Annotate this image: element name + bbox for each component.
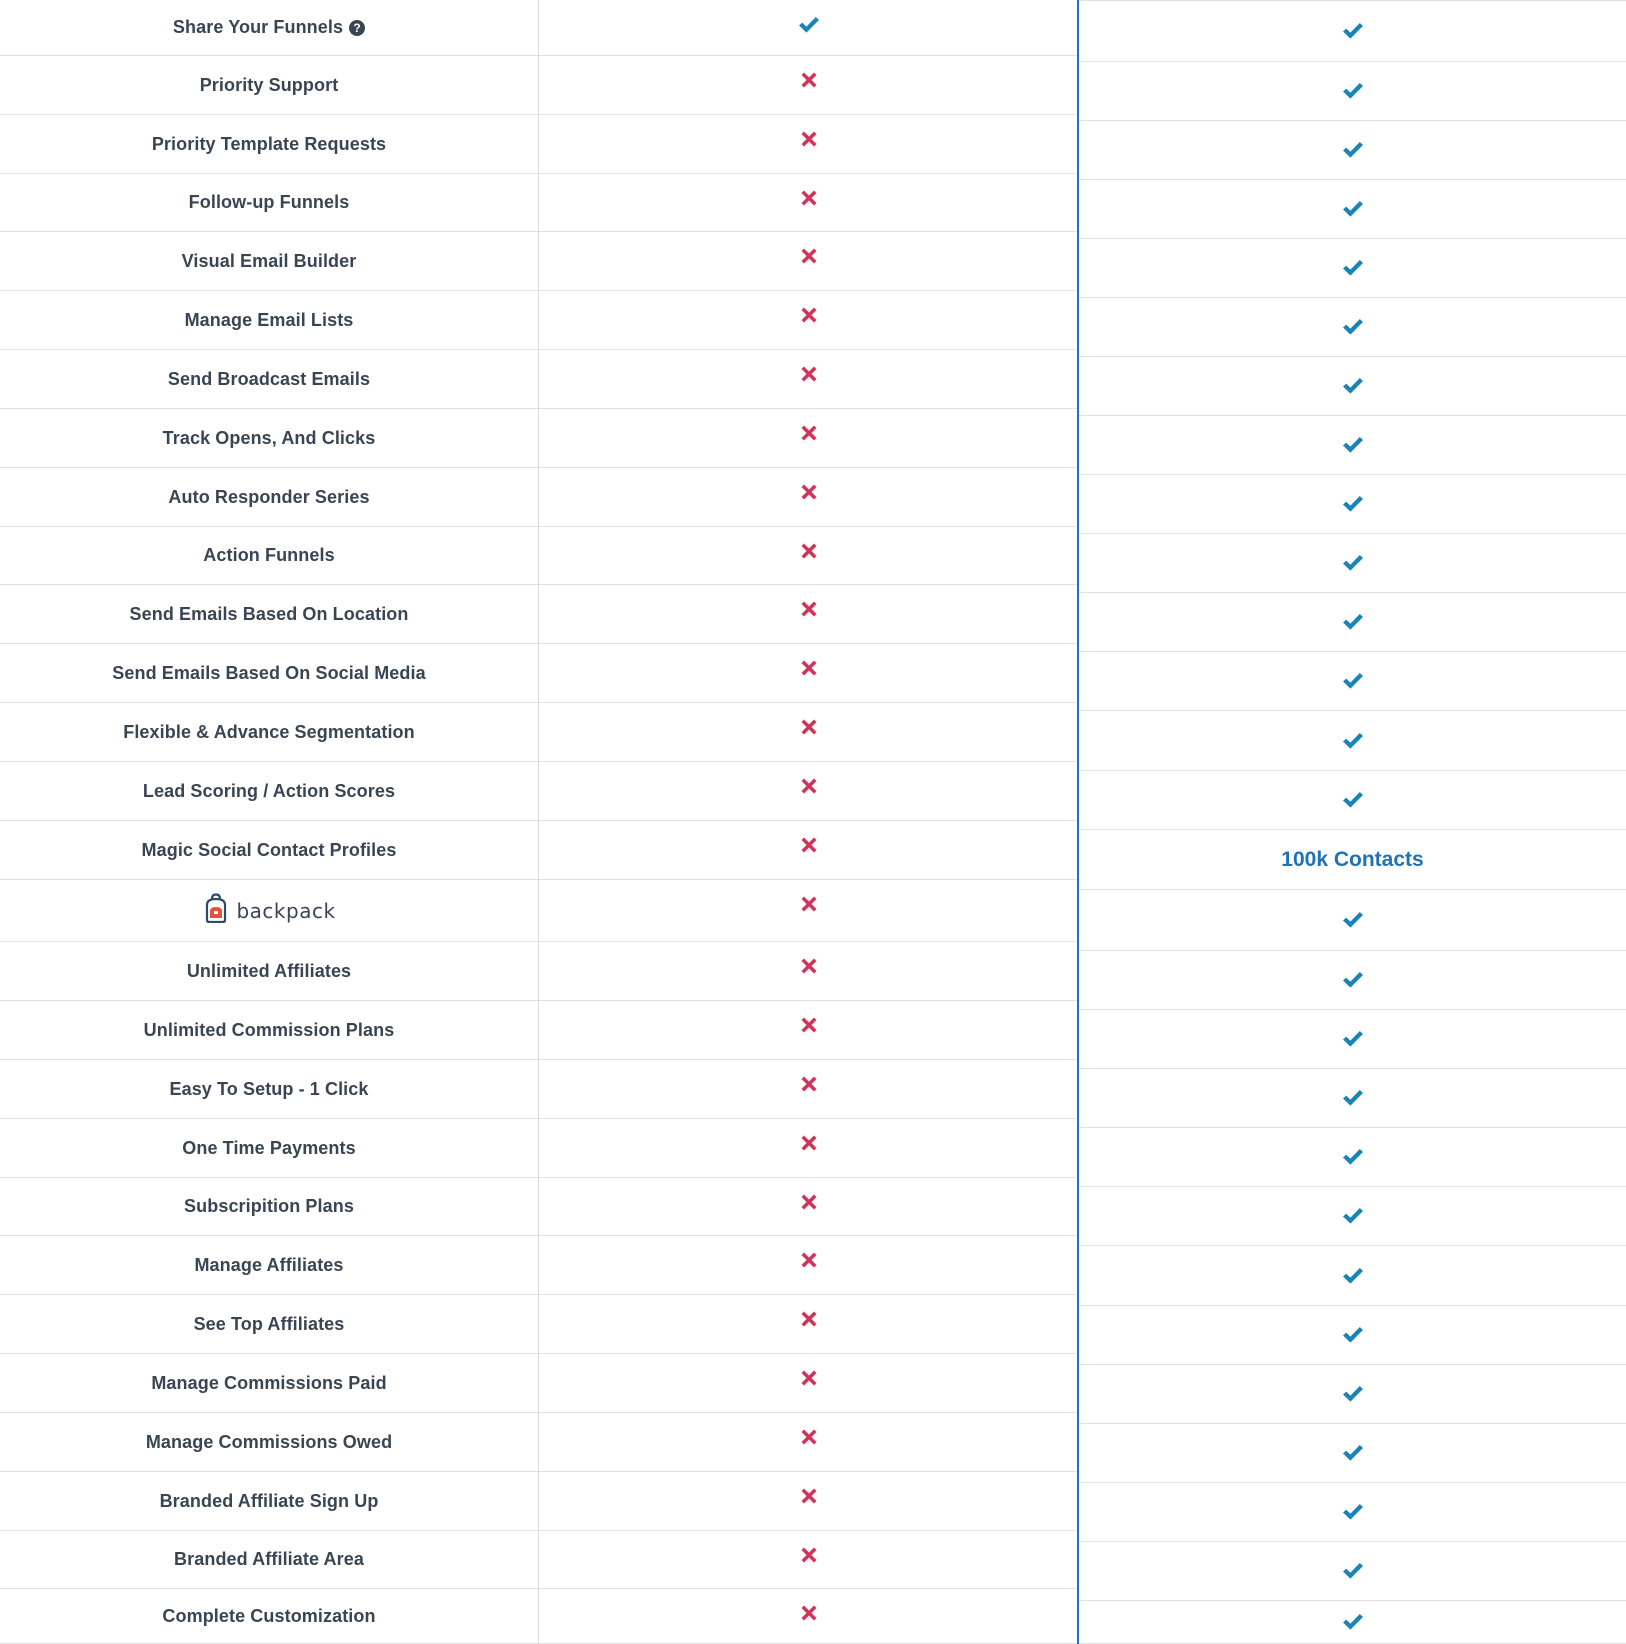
basic-plan-cell	[539, 468, 1079, 527]
feature-row	[0, 409, 538, 468]
basic-plan-cell	[539, 409, 1079, 468]
cross-icon	[801, 425, 817, 441]
basic-plan-cell	[539, 762, 1079, 821]
backpack-logo-text: backpack	[236, 898, 336, 923]
checkmark-icon	[1342, 495, 1364, 513]
feature-label: Send Emails Based On Location	[129, 603, 409, 624]
checkmark-icon	[1342, 1267, 1364, 1285]
checkmark-icon	[1342, 1503, 1364, 1521]
feature-label: Send Broadcast Emails	[167, 368, 371, 389]
checkmark-icon	[1342, 1444, 1364, 1462]
feature-label: Complete Customization	[162, 1605, 376, 1626]
backpack-logo	[202, 893, 335, 928]
pro-plan-cell	[1079, 1424, 1626, 1483]
pro-plan-cell	[1079, 416, 1626, 475]
cross-icon	[801, 307, 817, 323]
pro-plan-cell	[1079, 1306, 1626, 1365]
pro-plan-cell	[1079, 180, 1626, 239]
basic-plan-cell	[539, 942, 1079, 1001]
feature-row	[0, 1413, 538, 1472]
basic-plan-cell	[539, 1354, 1079, 1413]
feature-row	[0, 1236, 538, 1295]
cross-icon	[801, 719, 817, 735]
feature-label: Manage Commissions Owed	[145, 1431, 393, 1452]
feature-label: Easy To Setup - 1 Click	[169, 1078, 369, 1099]
checkmark-icon	[1342, 732, 1364, 750]
feature-label: Priority Support	[199, 74, 339, 95]
basic-plan-cell	[539, 1531, 1079, 1589]
feature-row	[0, 1060, 538, 1119]
basic-plan-cell	[539, 350, 1079, 409]
feature-row	[0, 762, 538, 821]
feature-label: Branded Affiliate Sign Up	[159, 1490, 379, 1511]
feature-row	[0, 115, 538, 174]
basic-plan-cell	[539, 585, 1079, 644]
pro-plan-cell	[1079, 534, 1626, 593]
backpack-icon	[202, 893, 230, 928]
checkmark-icon	[1342, 613, 1364, 631]
checkmark-icon	[1342, 1089, 1364, 1107]
feature-row	[0, 174, 538, 232]
cross-icon	[801, 366, 817, 382]
checkmark-icon	[1342, 377, 1364, 395]
checkmark-icon	[1342, 1148, 1364, 1166]
feature-row	[0, 1119, 538, 1178]
checkmark-icon	[1342, 1326, 1364, 1344]
pro-plan-cell	[1079, 121, 1626, 180]
feature-label: Send Emails Based On Social Media	[112, 662, 426, 683]
basic-plan-cell	[539, 1178, 1079, 1236]
cross-icon	[801, 484, 817, 500]
basic-plan-cell	[539, 1472, 1079, 1531]
checkmark-icon	[1342, 22, 1364, 40]
pro-plan-cell	[1079, 357, 1626, 416]
pro-plan-cell	[1079, 1128, 1626, 1187]
feature-label: Branded Affiliate Area	[174, 1549, 364, 1569]
pro-plan-cell	[1079, 1601, 1626, 1644]
pro-plan-cell	[1079, 0, 1626, 62]
checkmark-icon	[1342, 971, 1364, 989]
feature-row	[0, 350, 538, 409]
pro-plan-cell	[1079, 652, 1626, 711]
question-circle-icon[interactable]: ?	[349, 20, 365, 36]
feature-row	[0, 1295, 538, 1354]
pro-plan-cell	[1079, 239, 1626, 298]
feature-label: One Time Payments	[182, 1137, 356, 1158]
basic-plan-cell	[539, 115, 1079, 174]
pro-plan-cell	[1079, 890, 1626, 951]
basic-plan-cell	[539, 174, 1079, 232]
feature-label: Auto Responder Series	[168, 486, 370, 507]
basic-plan-cell	[539, 1060, 1079, 1119]
basic-plan-cell	[539, 1295, 1079, 1354]
checkmark-icon	[1342, 82, 1364, 100]
cross-icon	[801, 601, 817, 617]
feature-label: Action Funnels	[203, 545, 335, 565]
cross-icon	[801, 1076, 817, 1092]
feature-label: Unlimited Affiliates	[186, 960, 352, 981]
basic-plan-cell	[539, 1236, 1079, 1295]
pro-plan-cell	[1079, 830, 1626, 890]
pro-plan-cell	[1079, 593, 1626, 652]
basic-plan-cell	[539, 1589, 1079, 1644]
feature-label: Subscripition Plans	[184, 1196, 354, 1216]
cross-icon	[801, 1547, 817, 1563]
feature-row	[0, 468, 538, 527]
basic-plan-cell	[539, 821, 1079, 880]
cross-icon	[801, 72, 817, 88]
feature-label: Visual Email Builder	[181, 250, 357, 271]
checkmark-icon	[1342, 200, 1364, 218]
checkmark-icon	[1342, 911, 1364, 929]
cross-icon	[801, 837, 817, 853]
feature-row	[0, 1472, 538, 1531]
cross-icon	[801, 1017, 817, 1033]
feature-row	[0, 644, 538, 703]
checkmark-icon	[1342, 791, 1364, 809]
feature-label: Manage Commissions Paid	[151, 1372, 387, 1393]
basic-plan-cell	[539, 0, 1079, 56]
pro-plan-cell	[1079, 298, 1626, 357]
feature-label: Unlimited Commission Plans	[143, 1019, 395, 1040]
checkmark-icon	[1342, 672, 1364, 690]
feature-label: Track Opens, And Clicks	[162, 427, 376, 448]
feature-label: Manage Email Lists	[184, 309, 354, 330]
cross-icon	[801, 1605, 817, 1621]
checkmark-icon	[1342, 318, 1364, 336]
feature-label: Magic Social Contact Profiles	[141, 839, 397, 860]
basic-plan-cell	[539, 1119, 1079, 1178]
checkmark-icon	[1342, 1613, 1364, 1631]
feature-row	[0, 1354, 538, 1413]
cross-icon	[801, 1252, 817, 1268]
basic-plan-cell	[539, 644, 1079, 703]
checkmark-icon	[1342, 436, 1364, 454]
cross-icon	[801, 1311, 817, 1327]
feature-row	[0, 1178, 538, 1236]
cross-icon	[801, 131, 817, 147]
basic-plan-cell	[539, 232, 1079, 291]
checkmark-icon	[1342, 1030, 1364, 1048]
cross-icon	[801, 958, 817, 974]
basic-plan-cell	[539, 1001, 1079, 1060]
feature-row	[0, 1001, 538, 1060]
pro-plan-cell	[1079, 1187, 1626, 1246]
checkmark-icon	[1342, 1562, 1364, 1580]
pro-plan-cell	[1079, 62, 1626, 121]
feature-row	[0, 880, 538, 942]
cross-icon	[801, 896, 817, 912]
cross-icon	[801, 1429, 817, 1445]
feature-row	[0, 942, 538, 1001]
cross-icon	[801, 543, 817, 559]
cross-icon	[801, 1194, 817, 1210]
cross-icon	[801, 1488, 817, 1504]
pro-plan-cell	[1079, 1483, 1626, 1542]
feature-row	[0, 1589, 538, 1644]
pro-plan-cell	[1079, 1010, 1626, 1069]
feature-label: See Top Affiliates	[193, 1313, 345, 1334]
cross-icon	[801, 1135, 817, 1151]
feature-label: Share Your Funnels	[172, 17, 344, 37]
basic-plan-cell	[539, 56, 1079, 115]
checkmark-icon	[1342, 554, 1364, 572]
basic-plan-cell	[539, 703, 1079, 762]
feature-column	[0, 0, 538, 1644]
basic-plan-cell	[539, 880, 1079, 942]
cross-icon	[801, 190, 817, 206]
cross-icon	[801, 248, 817, 264]
cross-icon	[801, 660, 817, 676]
basic-plan-column	[538, 0, 1079, 1644]
pro-plan-cell	[1079, 475, 1626, 534]
basic-plan-cell	[539, 527, 1079, 585]
pro-plan-cell	[1079, 771, 1626, 830]
cross-icon	[801, 778, 817, 794]
pro-plan-cell	[1079, 1069, 1626, 1128]
feature-label: Priority Template Requests	[151, 133, 387, 154]
feature-row	[0, 291, 538, 350]
checkmark-icon	[1342, 1207, 1364, 1225]
feature-row	[0, 703, 538, 762]
pro-plan-column	[1077, 0, 1626, 1644]
feature-row	[0, 585, 538, 644]
pro-plan-cell	[1079, 1542, 1626, 1601]
feature-label: Manage Affiliates	[194, 1254, 344, 1275]
feature-label: Lead Scoring / Action Scores	[142, 780, 396, 801]
pro-plan-cell	[1079, 951, 1626, 1010]
checkmark-icon	[798, 16, 820, 34]
feature-row	[0, 232, 538, 291]
pro-plan-cell	[1079, 1246, 1626, 1306]
checkmark-icon	[1342, 259, 1364, 277]
pro-plan-cell	[1079, 1365, 1626, 1424]
feature-row	[0, 0, 538, 56]
feature-row	[0, 527, 538, 585]
feature-row	[0, 56, 538, 115]
feature-row	[0, 821, 538, 880]
basic-plan-cell	[539, 1413, 1079, 1472]
feature-label: Flexible & Advance Segmentation	[123, 721, 415, 742]
checkmark-icon	[1342, 141, 1364, 159]
feature-label: Follow-up Funnels	[188, 192, 350, 212]
checkmark-icon	[1342, 1385, 1364, 1403]
basic-plan-cell	[539, 291, 1079, 350]
pro-plan-cell	[1079, 711, 1626, 771]
contacts-limit-label: 100k Contacts	[1281, 847, 1424, 871]
cross-icon	[801, 1370, 817, 1386]
feature-row	[0, 1531, 538, 1589]
